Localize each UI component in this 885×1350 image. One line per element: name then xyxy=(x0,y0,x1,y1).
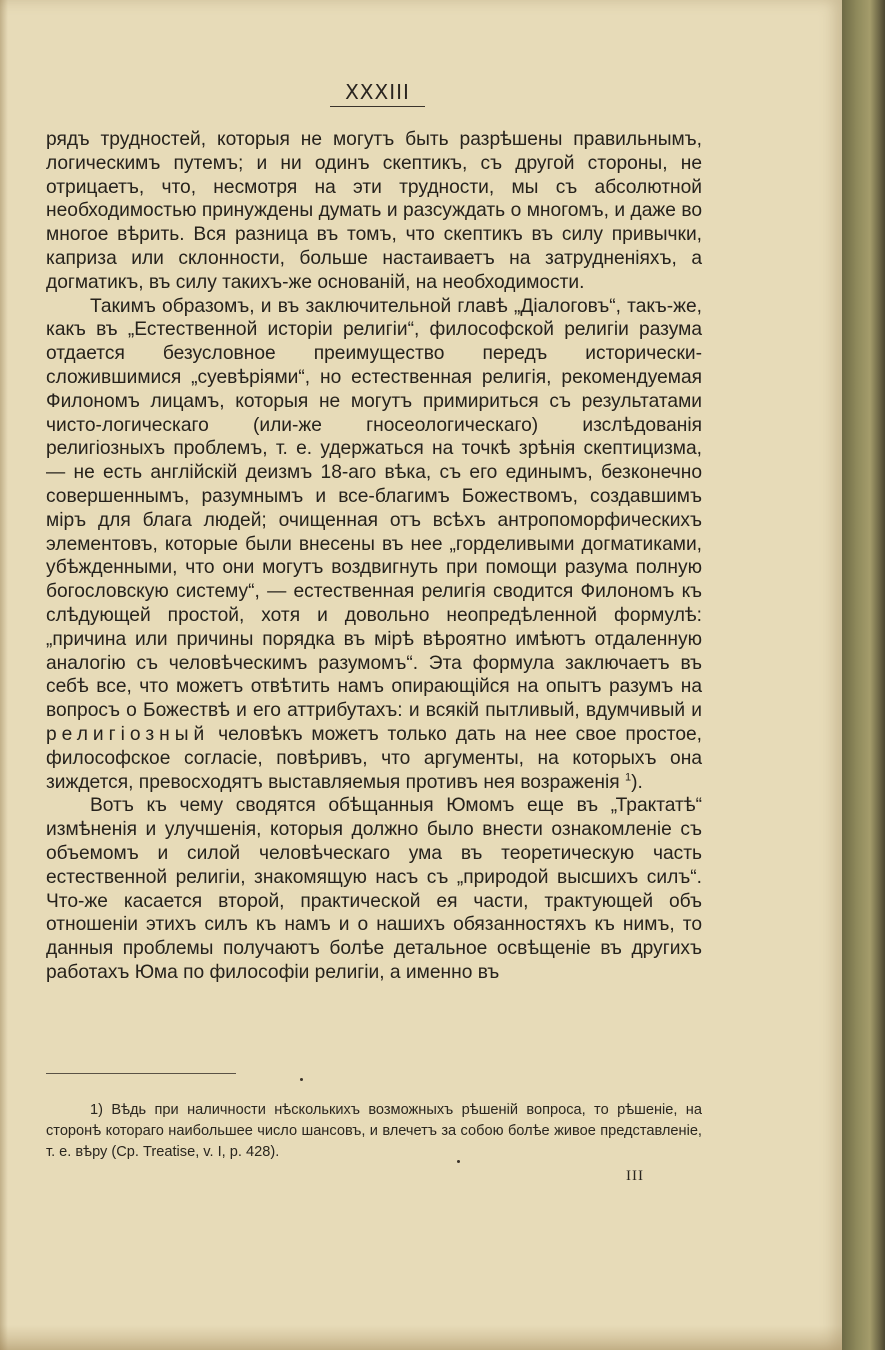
paper-speck xyxy=(300,1078,303,1081)
spaced-emphasis: религіозный xyxy=(46,723,210,745)
footnote-reference: 1 xyxy=(625,771,632,784)
footnote-rule xyxy=(46,1073,236,1074)
paragraph-2-end: ). xyxy=(631,771,643,793)
bottom-page-shadow xyxy=(0,1325,842,1350)
paragraph-2 xyxy=(46,295,702,795)
footnote xyxy=(46,1100,702,1163)
paragraph-2-tail: человѣкъ можетъ только дать на нее свое простое, философское согласіе, повѣривъ, что аргументы, на которыхъ она зиждется, превосходятъ выставляемыя противъ нея возраженія xyxy=(46,723,702,793)
left-page-shadow xyxy=(0,0,8,1350)
footnote-text: 1) Вѣдь при наличности нѣсколькихъ возможныхъ рѣшеній вопроса, то рѣшеніе, на сторонѣ котораго наибольшее число шансовъ, и влечетъ за собою болѣе живое представленіе, т. е. вѣру (Ср. Treatise, v. I, p. 428). xyxy=(46,1102,702,1160)
book-edge xyxy=(842,0,885,1350)
paragraph-1: рядъ трудностей, которыя не могутъ быть разрѣшены правильнымъ, логическимъ путемъ; и ни одинъ скептикъ, съ другой стороны, не отрицаетъ, что, несмотря на эти трудности, мы съ абсолютной необходимостью принуждены думать и разсуждать о многомъ, и даже во многое вѣрить. Вся разница въ томъ, что скептикъ въ силу привычки, каприза или склонности, больше настаиваетъ на затрудненіяхъ, а догматикъ, въ силу такихъ-же основаній, на необходимости. xyxy=(46,129,702,293)
signature-mark: III xyxy=(626,1168,644,1184)
paragraph-3: Вотъ къ чему сводятся обѣщанныя Юмомъ еще въ „Трактатѣ“ измѣненія и улучшенія, которыя должно было внести ознакомленіе съ объемомъ и силой человѣческаго ума въ теоретическую часть естественной религіи, знакомящую насъ съ „природой высшихъ силъ“. Что-же касается второй, практической ея части, трактующей объ отношеніи этихъ силъ къ намъ и о нашихъ обязанностяхъ къ нимъ, то данныя проблемы получаютъ болѣе детальное освѣщеніе въ другихъ работахъ Юма по философіи религіи, а именно въ xyxy=(46,795,702,983)
body-text xyxy=(46,128,702,985)
paragraph-2-text: Такимъ образомъ, и въ заключительной главѣ „Діалоговъ“, такъ-же, какъ въ „Естественной исторіи религіи“, философской религіи разума отдается безусловное преимущество передъ исторически-сложившимися „суевѣріями“, но естественная религія, рекомендуемая Филономъ лицамъ, которыя не могутъ примириться съ результатами чисто-логическаго (или-же гносеологическаго) изслѣдованія религіозныхъ проблемъ, т. е. удержаться на точкѣ зрѣнія скептицизма, — не есть англійскій деизмъ 18-аго вѣка, съ его единымъ, безконечно совершеннымъ, разумнымъ и все-благимъ Божествомъ, создавшимъ міръ для блага людей; очищенная отъ всѣхъ антропоморфическихъ элементовъ, которые были внесены въ нее „горделивыми догматиками, убѣжденными, что они могутъ воздвигнуть при помощи разума полную богословскую систему“, — естественная религія сводится Филономъ къ слѣдующей простой, хотя и довольно неопредѣленной формулѣ: „причина или причины порядка въ мірѣ вѣроятно имѣютъ отдаленную аналогію съ человѣческимъ разумомъ“. Эта формула заключаетъ въ себѣ все, что можетъ отвѣтить намъ опирающійся на опытъ разумъ на вопросъ о Божествѣ и его аттрибутахъ: и всякій пытливый, вдумчивый и xyxy=(46,295,702,722)
page-number: XXXIII xyxy=(330,80,425,107)
